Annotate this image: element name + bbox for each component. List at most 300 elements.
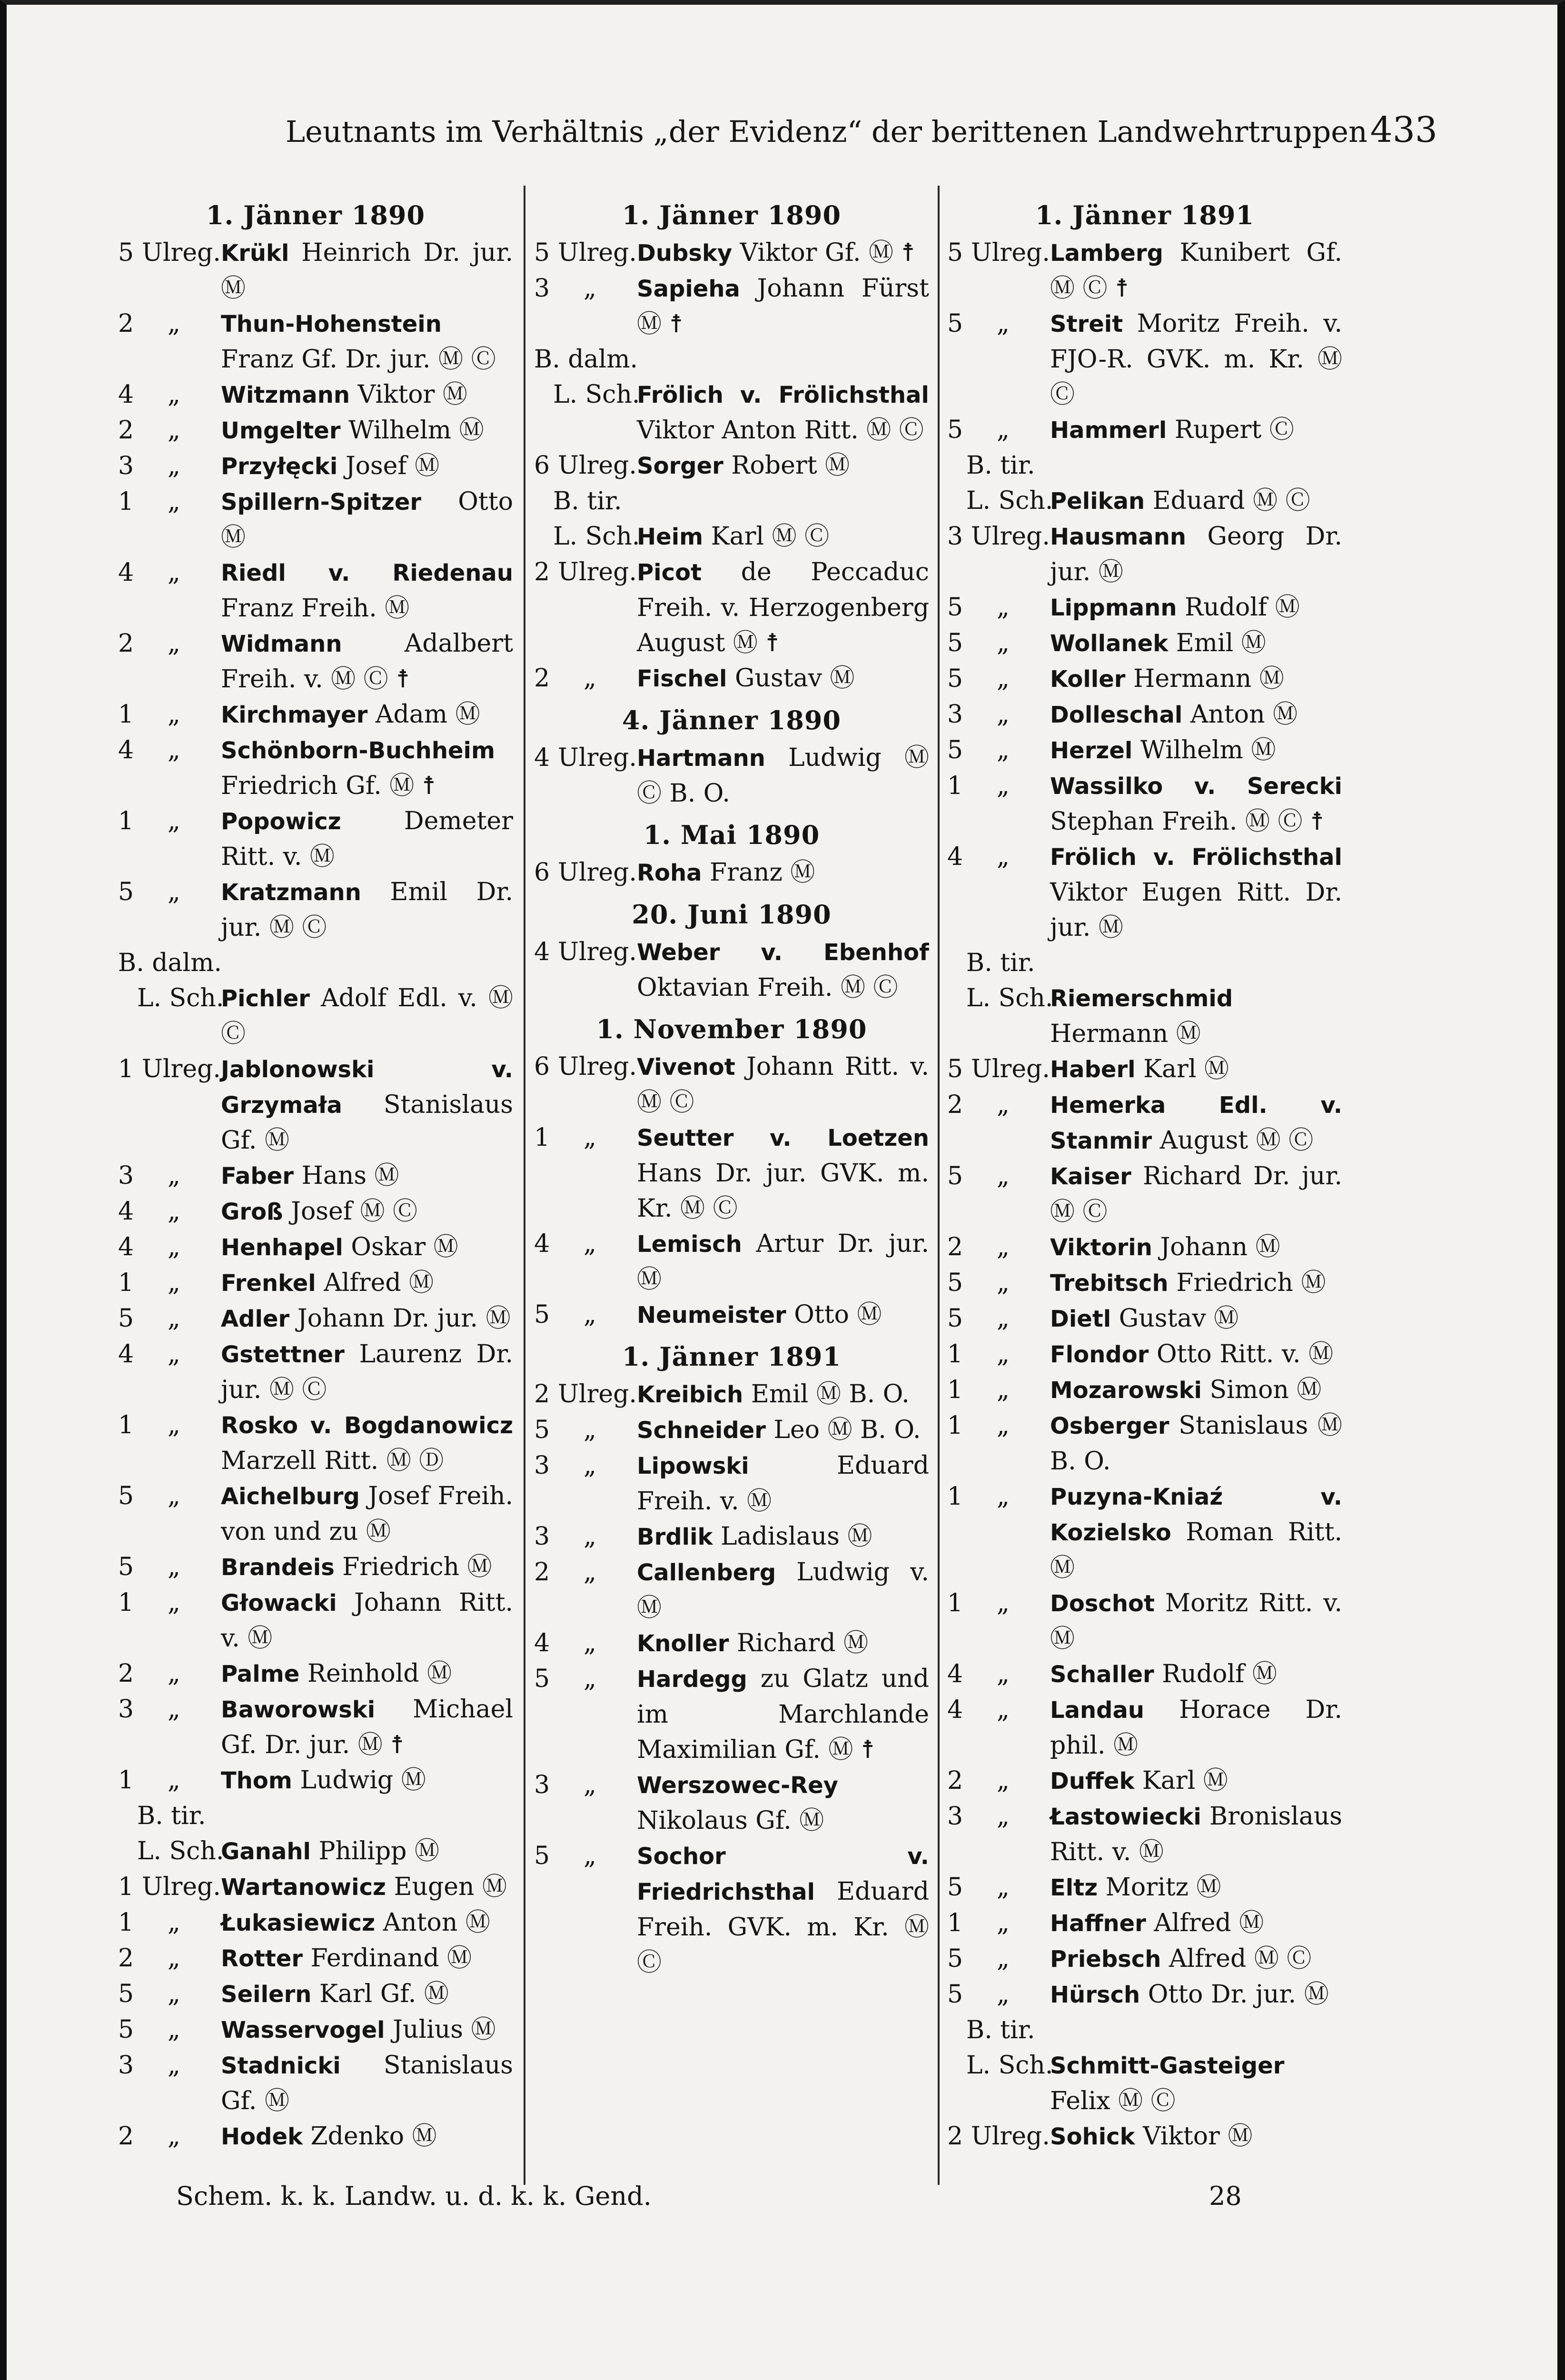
given-name-and-honors: Josef Ⓜ Ⓒ xyxy=(291,1197,418,1226)
regiment-type: „ xyxy=(584,1451,596,1480)
unit-prefix xyxy=(534,1555,596,1590)
regiment-type: „ xyxy=(584,1558,596,1587)
regiment-number: 4 xyxy=(118,380,134,409)
surname: Faber xyxy=(221,1163,294,1190)
officer-entry xyxy=(534,855,929,891)
officer-entry xyxy=(947,1301,1342,1337)
unit-prefix xyxy=(118,1337,180,1372)
unit-prefix xyxy=(947,1905,1010,1941)
officer-entry xyxy=(118,1230,513,1265)
regiment-type: „ xyxy=(168,629,180,658)
regiment-number: 6 xyxy=(534,1052,550,1081)
surname: Mozarowski xyxy=(1050,1377,1202,1404)
unit-prefix xyxy=(534,519,640,554)
regiment-type: „ xyxy=(997,1802,1010,1831)
officer-entry xyxy=(947,1656,1342,1692)
officer-entry xyxy=(947,1408,1342,1479)
regiment-type: „ xyxy=(997,1909,1010,1937)
officer-entry xyxy=(947,483,1342,519)
regiment-type: Ulreg. xyxy=(142,1873,221,1901)
given-name-and-honors: Michael Gf. Dr. jur. Ⓜ ☨ xyxy=(221,1695,513,1759)
regiment-number: 2 xyxy=(947,2122,963,2151)
unit-prefix xyxy=(947,1051,1050,1087)
given-name-and-honors: Adalbert Freih. v. Ⓜ Ⓒ ☨ xyxy=(221,629,513,694)
given-name-and-honors: Gustav Ⓜ xyxy=(1119,1304,1239,1333)
unit-prefix xyxy=(947,235,1050,270)
unit-prefix xyxy=(947,1656,1010,1692)
given-name-and-honors: Alfred Ⓜ Ⓒ xyxy=(1169,1944,1312,1973)
unit-prefix xyxy=(118,484,180,519)
surname: Landau xyxy=(1050,1697,1145,1724)
surname: Hodek xyxy=(221,2123,303,2150)
regiment-number: 1 xyxy=(947,1909,963,1937)
surname: Priebsch xyxy=(1050,1946,1161,1973)
regiment-number: 5 xyxy=(118,1482,134,1510)
regiment-number: 2 xyxy=(118,416,134,445)
officer-entry xyxy=(118,484,513,555)
officer-entry xyxy=(118,1265,513,1301)
regiment-number: 5 xyxy=(947,1980,963,2009)
surname: Lemisch xyxy=(637,1231,742,1258)
regiment-number: 2 xyxy=(118,2122,134,2151)
surname: Hardegg xyxy=(637,1666,747,1693)
given-name-and-honors: Hermann Ⓜ xyxy=(1050,1020,1201,1048)
regiment-number: 2 xyxy=(947,1233,963,1261)
surname: Flondor xyxy=(1050,1341,1149,1368)
regiment-number: 2 xyxy=(118,629,134,658)
regiment-number: 5 xyxy=(947,238,963,267)
regiment-type: „ xyxy=(997,736,1010,764)
regiment-number: 1 xyxy=(118,1055,134,1083)
officer-entry xyxy=(947,1230,1342,1265)
unit-prefix xyxy=(947,1301,1010,1336)
surname: Hemerka Edl. v. Stanmir xyxy=(1050,1092,1342,1154)
regiment-type: „ xyxy=(168,1908,180,1937)
officer-entry xyxy=(118,803,513,874)
regiment-number: 5 xyxy=(947,1873,963,1902)
unit-prefix xyxy=(118,235,221,270)
regiment-number: 1 xyxy=(947,1411,963,1440)
regiment-number: 3 xyxy=(118,1161,134,1190)
surname: Wassilko v. Serecki xyxy=(1050,773,1342,800)
surname: Jablonowski v. Grzymała xyxy=(221,1056,513,1119)
given-name-and-honors: Ferdinand Ⓜ xyxy=(310,1944,472,1973)
regiment-number: 3 xyxy=(947,1802,963,1831)
regiment-number: 5 xyxy=(947,1944,963,1973)
surname: Schmitt-Gasteiger xyxy=(1050,2053,1285,2079)
surname: Riemerschmid xyxy=(1050,985,1233,1012)
given-name-and-honors: Eduard Freih. GVK. m. Kr. Ⓜ Ⓒ xyxy=(637,1877,929,1977)
unit-prefix xyxy=(534,555,637,590)
unit-prefix xyxy=(947,1337,1010,1372)
surname: Lamberg xyxy=(1050,240,1163,267)
surname: Spillern-Spitzer xyxy=(221,489,422,516)
surname: Baworowski xyxy=(221,1696,376,1723)
given-name-and-honors: Eugen Ⓜ xyxy=(394,1873,507,1901)
given-name-and-honors: Otto Ritt. v. Ⓜ xyxy=(1156,1340,1334,1368)
officer-entry xyxy=(118,413,513,448)
surname: Krükl xyxy=(221,240,289,267)
given-name-and-honors: Karl Ⓜ xyxy=(1142,1766,1228,1795)
unit-prefix xyxy=(118,2012,180,2047)
regiment-type: „ xyxy=(168,1553,180,1581)
given-name-and-honors: Leo Ⓜ B. O. xyxy=(773,1416,921,1444)
section-date-heading: 1. Jänner 1891 xyxy=(1035,200,1255,230)
surname: Schneider xyxy=(637,1417,766,1444)
regiment-number: 3 xyxy=(118,1695,134,1724)
surname: Sohick xyxy=(1050,2123,1135,2150)
given-name-and-honors: Felix Ⓜ Ⓒ xyxy=(1050,2087,1176,2115)
column-1 xyxy=(118,200,513,2185)
category-label: B. tir. xyxy=(966,2016,1035,2044)
regiment-number: 1 xyxy=(947,1340,963,1368)
officer-entry xyxy=(118,1337,513,1408)
given-name-and-honors: Karl Gf. Ⓜ xyxy=(319,1980,449,2008)
regiment-number: 4 xyxy=(947,1696,963,1724)
regiment-number: 3 xyxy=(947,700,963,729)
regiment-type: L. Sch. xyxy=(137,984,224,1012)
given-name-and-honors: Friedrich Gf. Ⓜ ☨ xyxy=(221,772,436,800)
officer-entry xyxy=(118,1905,513,1941)
regiment-type: „ xyxy=(997,309,1010,338)
surname: Kratzmann xyxy=(221,879,361,906)
column-3 xyxy=(947,200,1342,2185)
regiment-type: „ xyxy=(997,664,1010,693)
officer-entry xyxy=(534,1519,929,1555)
surname: Eltz xyxy=(1050,1874,1098,1901)
given-name-and-honors: Simon Ⓜ xyxy=(1209,1376,1322,1404)
surname: Wollanek xyxy=(1050,630,1169,657)
regiment-number: 4 xyxy=(947,843,963,871)
surname: Thun-Hohenstein xyxy=(221,311,442,337)
officer-entry xyxy=(947,839,1342,945)
regiment-type: „ xyxy=(997,1304,1010,1333)
section-date-heading: 1. Mai 1890 xyxy=(643,820,820,850)
officer-entry xyxy=(534,235,929,271)
unit-prefix xyxy=(947,697,1010,732)
given-name-and-honors: Bronislaus Ritt. v. Ⓜ xyxy=(1050,1802,1342,1866)
surname: Weber v. Ebenhof xyxy=(637,939,929,966)
regiment-type: „ xyxy=(584,664,596,693)
regiment-type: „ xyxy=(168,309,180,338)
surname: Schaller xyxy=(1050,1661,1154,1688)
unit-prefix xyxy=(947,733,1010,768)
surname: Rotter xyxy=(221,1945,303,1972)
regiment-type: „ xyxy=(997,1162,1010,1190)
surname: Aichelburg xyxy=(221,1483,360,1510)
officer-entry xyxy=(947,412,1342,448)
given-name-and-honors: Anton Ⓜ xyxy=(1190,700,1298,729)
given-name-and-honors: Franz Freih. Ⓜ xyxy=(221,594,410,623)
surname: Rosko v. Bogdanowicz xyxy=(221,1412,513,1439)
unit-prefix xyxy=(947,483,1053,518)
regiment-type: „ xyxy=(168,1588,180,1617)
regiment-type: „ xyxy=(997,1269,1010,1297)
regiment-type: „ xyxy=(168,558,180,587)
regiment-type: „ xyxy=(168,380,180,409)
regiment-type: Ulreg. xyxy=(558,238,637,267)
unit-prefix xyxy=(947,661,1010,696)
surname: Lipowski xyxy=(637,1453,749,1479)
regiment-type: „ xyxy=(997,593,1010,622)
officer-entry xyxy=(947,235,1342,306)
regiment-number: 1 xyxy=(118,1588,134,1617)
unit-prefix xyxy=(534,1412,596,1448)
regiment-type: L. Sch. xyxy=(966,2051,1053,2080)
given-name-and-honors: Julius Ⓜ xyxy=(393,2015,496,2044)
regiment-number: 2 xyxy=(534,558,550,586)
surname: Ganahl xyxy=(221,1838,311,1865)
surname: Schönborn-Buchheim xyxy=(221,737,495,764)
surname: Knoller xyxy=(637,1630,729,1657)
surname: Haffner xyxy=(1050,1910,1146,1937)
regiment-type: „ xyxy=(997,1696,1010,1724)
officer-entry xyxy=(534,1448,929,1519)
given-name-and-honors: Georg Dr. jur. Ⓜ xyxy=(1050,522,1342,586)
unit-prefix xyxy=(947,1087,1010,1122)
given-name-and-honors: Friedrich Ⓜ xyxy=(342,1553,492,1581)
unit-prefix xyxy=(118,1051,221,1087)
regiment-type: „ xyxy=(997,1589,1010,1617)
regiment-type: Ulreg. xyxy=(558,558,637,586)
regiment-number: 1 xyxy=(947,1589,963,1617)
regiment-number: 6 xyxy=(534,451,550,480)
unit-prefix xyxy=(118,1941,180,1976)
regiment-type: „ xyxy=(168,700,180,729)
regiment-number: 4 xyxy=(534,1230,550,1258)
regiment-number: 5 xyxy=(534,238,550,267)
regiment-type: „ xyxy=(997,1411,1010,1440)
surname: Brdlik xyxy=(637,1524,713,1550)
officer-entry xyxy=(118,1478,513,1549)
unit-prefix xyxy=(118,1656,180,1691)
officer-entry xyxy=(534,1412,929,1448)
surname: Wartanowicz xyxy=(221,1874,386,1901)
officer-entry xyxy=(118,1158,513,1194)
regiment-type: „ xyxy=(584,1771,596,1799)
regiment-type: „ xyxy=(168,1304,180,1333)
surname: Doschot xyxy=(1050,1590,1155,1617)
unit-prefix xyxy=(118,1905,180,1940)
footer-publication: Schem. k. k. Landw. u. d. k. k. Gend. xyxy=(176,2181,652,2211)
surname: Roha xyxy=(637,860,702,886)
given-name-and-honors: Moritz Ⓜ xyxy=(1105,1873,1221,1902)
regiment-type: „ xyxy=(584,1300,596,1329)
unit-prefix xyxy=(118,1408,180,1443)
surname: Sochor v. Friedrichsthal xyxy=(637,1843,929,1905)
category-label: B. dalm. xyxy=(534,345,638,374)
category-label: B. dalm. xyxy=(118,949,222,977)
regiment-number: 5 xyxy=(947,736,963,764)
regiment-number: 5 xyxy=(947,1055,963,1083)
regiment-number: 3 xyxy=(118,452,134,480)
unit-prefix xyxy=(947,1692,1010,1727)
regiment-number: 3 xyxy=(947,522,963,551)
regiment-type: „ xyxy=(997,1873,1010,1902)
officer-entry xyxy=(947,1941,1342,1977)
given-name-and-honors: Otto Ⓜ xyxy=(794,1300,882,1329)
regiment-number: 1 xyxy=(534,1123,550,1152)
given-name-and-honors: Marzell Ritt. Ⓜ Ⓓ xyxy=(221,1447,444,1475)
surname: Neumeister xyxy=(637,1302,786,1329)
given-name-and-honors: Franz Ⓜ xyxy=(710,858,815,887)
given-name-and-honors: Karl Ⓜ xyxy=(1143,1055,1229,1083)
given-name-and-honors: Oskar Ⓜ xyxy=(351,1233,458,1261)
regiment-type: L. Sch. xyxy=(966,984,1053,1012)
regiment-type: „ xyxy=(168,2122,180,2151)
regiment-type: „ xyxy=(168,1659,180,1688)
regiment-type: Ulreg. xyxy=(971,2122,1050,2151)
unit-prefix xyxy=(947,981,1053,1016)
officer-entry xyxy=(118,1763,513,1798)
given-name-and-honors: Anton Ⓜ xyxy=(383,1908,490,1937)
given-name-and-honors: Nikolaus Gf. Ⓜ xyxy=(637,1806,824,1835)
regiment-type: „ xyxy=(168,1161,180,1190)
footer-signature: 28 xyxy=(1209,2181,1242,2211)
surname: Hartmann xyxy=(637,745,765,772)
given-name-and-honors: Alfred Ⓜ xyxy=(1154,1909,1264,1937)
unit-prefix xyxy=(118,874,180,910)
given-name-and-honors: Roman Ritt. Ⓜ xyxy=(1050,1518,1342,1582)
regiment-type: „ xyxy=(168,452,180,480)
officer-entry xyxy=(534,519,929,555)
surname: Thom xyxy=(221,1767,292,1794)
regiment-type: L. Sch. xyxy=(553,380,640,409)
regiment-type: Ulreg. xyxy=(971,1055,1050,1083)
regiment-type: L. Sch. xyxy=(553,522,640,551)
officer-entry xyxy=(947,1905,1342,1941)
unit-prefix xyxy=(947,839,1010,874)
unit-prefix xyxy=(118,1230,180,1265)
officer-entry xyxy=(534,1049,929,1120)
given-name-and-honors: Kunibert Gf. Ⓜ Ⓒ ☨ xyxy=(1050,238,1342,303)
surname: Streit xyxy=(1050,311,1123,337)
regiment-number: 5 xyxy=(118,238,134,267)
column-2 xyxy=(534,200,929,2185)
surname: Frölich v. Frölichsthal xyxy=(637,382,929,408)
unit-prefix xyxy=(534,855,637,890)
regiment-number: 2 xyxy=(947,1091,963,1119)
unit-prefix xyxy=(534,448,637,483)
unit-prefix xyxy=(534,1838,596,1874)
regiment-type: „ xyxy=(584,274,596,303)
given-name-and-honors: Franz Gf. Dr. jur. Ⓜ Ⓒ xyxy=(221,345,496,374)
officer-entry xyxy=(118,1869,513,1905)
officer-entry xyxy=(947,1372,1342,1408)
unit-prefix xyxy=(534,1767,596,1803)
officer-entry xyxy=(947,519,1342,590)
surname: Sorger xyxy=(637,453,723,479)
regiment-number: 1 xyxy=(118,1411,134,1439)
unit-prefix xyxy=(947,1870,1010,1905)
regiment-number: 4 xyxy=(534,938,550,966)
surname: Stadnicki xyxy=(221,2053,341,2079)
surname: Kaiser xyxy=(1050,1163,1131,1190)
surname: Dubsky xyxy=(637,240,733,267)
surname: Seilern xyxy=(221,1981,312,2008)
regiment-number: 2 xyxy=(534,1558,550,1587)
given-name-and-honors: Demeter Ritt. v. Ⓜ xyxy=(221,807,513,871)
surname: Dolleschal xyxy=(1050,702,1183,728)
officer-entry xyxy=(118,2119,513,2154)
section-date-heading: 1. Jänner 1890 xyxy=(622,200,842,230)
section-date-heading: 1. November 1890 xyxy=(596,1014,867,1044)
surname: Trebitsch xyxy=(1050,1270,1169,1297)
unit-prefix xyxy=(947,2119,1050,2154)
regiment-number: 5 xyxy=(947,1162,963,1190)
officer-entry xyxy=(534,934,929,1005)
given-name-and-honors: Stephan Freih. Ⓜ Ⓒ ☨ xyxy=(1050,807,1324,836)
category-label: B. tir. xyxy=(966,949,1035,977)
officer-entry xyxy=(534,1555,929,1626)
regiment-type: „ xyxy=(168,1233,180,1261)
given-name-and-honors: August Ⓜ Ⓒ xyxy=(1159,1126,1314,1155)
officer-entry xyxy=(947,1337,1342,1372)
given-name-and-honors: Adam Ⓜ xyxy=(375,700,480,729)
officer-entry xyxy=(947,1265,1342,1301)
regiment-number: 3 xyxy=(534,1771,550,1799)
unit-prefix xyxy=(947,2048,1053,2083)
surname: Lippmann xyxy=(1050,595,1177,621)
unit-prefix xyxy=(947,1763,1010,1798)
unit-prefix xyxy=(534,661,596,696)
section-date-heading: 20. Juni 1890 xyxy=(632,899,832,930)
given-name-and-honors: Zdenko Ⓜ xyxy=(310,2122,437,2151)
officer-entry xyxy=(118,1301,513,1337)
regiment-number: 5 xyxy=(118,878,134,906)
officer-entry xyxy=(118,697,513,733)
surname: Łukasiewicz xyxy=(221,1910,376,1936)
regiment-number: 5 xyxy=(118,2015,134,2044)
officer-entry xyxy=(534,1297,929,1333)
regiment-number: 6 xyxy=(534,858,550,887)
regiment-type: „ xyxy=(584,1842,596,1870)
surname: Osberger xyxy=(1050,1413,1169,1439)
officer-entry xyxy=(118,377,513,413)
officer-entry xyxy=(118,2012,513,2048)
surname: Wasservogel xyxy=(221,2017,385,2043)
regiment-type: Ulreg. xyxy=(142,1055,221,1083)
regiment-type: „ xyxy=(997,700,1010,729)
regiment-number: 4 xyxy=(534,1629,550,1657)
given-name-and-honors: Moritz Ritt. v. Ⓜ xyxy=(1050,1589,1342,1653)
regiment-number: 3 xyxy=(534,274,550,303)
surname: Frenkel xyxy=(221,1270,316,1297)
regiment-type: „ xyxy=(997,1376,1010,1404)
unit-prefix xyxy=(947,519,1050,554)
surname: Pelikan xyxy=(1050,488,1145,515)
surname: Widmann xyxy=(221,631,342,657)
officer-entry xyxy=(947,1977,1342,2013)
regiment-number: 5 xyxy=(947,416,963,444)
unit-prefix xyxy=(947,625,1010,661)
regiment-type: „ xyxy=(584,1123,596,1152)
officer-entry xyxy=(534,555,929,661)
regiment-type: „ xyxy=(168,878,180,906)
given-name-and-honors: Moritz Freih. v. FJO-R. GVK. m. Kr. Ⓜ Ⓒ xyxy=(1050,309,1342,409)
regiment-number: 3 xyxy=(534,1522,550,1551)
unit-prefix xyxy=(534,740,637,775)
given-name-and-honors: Viktor Eugen Ritt. Dr. jur. Ⓜ xyxy=(1050,878,1342,942)
regiment-type: Ulreg. xyxy=(558,744,637,772)
officer-entry xyxy=(947,661,1342,697)
officer-entry xyxy=(118,1692,513,1763)
officer-entry xyxy=(118,874,513,945)
regiment-number: 4 xyxy=(118,736,134,764)
given-name-and-honors: Karl Ⓜ Ⓒ xyxy=(711,522,830,551)
officer-entry xyxy=(118,1549,513,1585)
given-name-and-honors: Artur Dr. jur. Ⓜ xyxy=(637,1230,929,1294)
